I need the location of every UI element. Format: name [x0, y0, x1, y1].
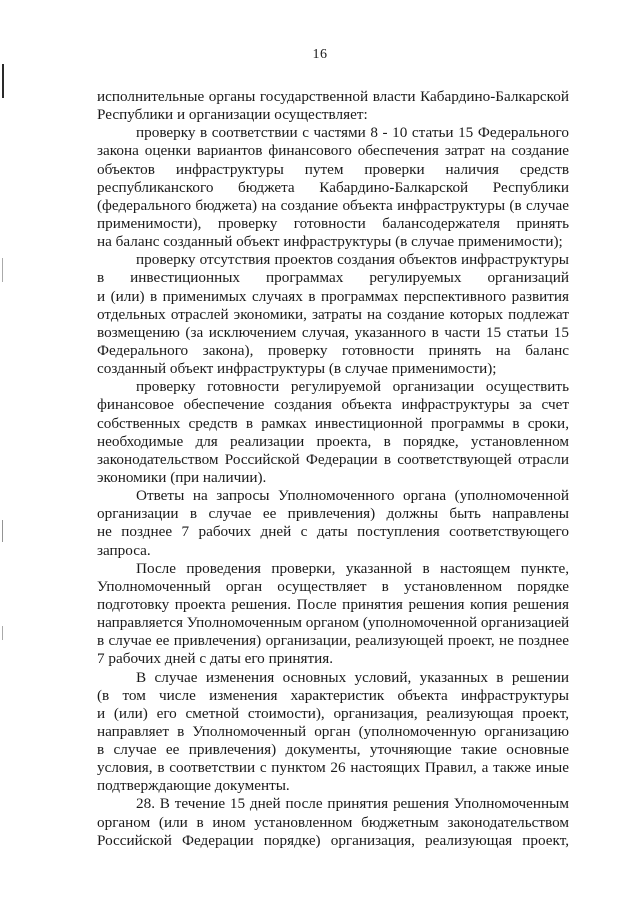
text-line: 28. В течение 15 дней после принятия решения Уполномоченным	[136, 795, 569, 813]
text-line: организации в случае ее привлечения) должны быть направлены	[97, 505, 569, 523]
text-line: условия, в соответствии с пунктом 26 настоящих Правил, а также иные	[97, 759, 569, 777]
text-line: не позднее 7 рабочих дней с даты поступления соответствующего	[97, 523, 569, 541]
text-line: подтверждающие документы.	[97, 777, 290, 795]
text-line: на баланс созданный объект инфраструктуры (в случае применимости);	[97, 233, 563, 251]
text-line: (в том числе изменения характеристик объекта инфраструктуры	[97, 686, 569, 704]
text-line: собственных средств в рамках инвестиционной программы в сроки,	[97, 414, 569, 432]
text-line: Республики и организации осуществляет:	[97, 106, 368, 124]
scan-mark	[2, 626, 3, 640]
text-line: в инвестиционных программах регулируемых организаций	[97, 269, 569, 287]
text-line: применимости), проверку готовности балансодержателя принять	[97, 214, 569, 232]
text-line: направляет в Уполномоченный орган (уполномоченную организацию	[97, 722, 569, 740]
scan-mark	[2, 520, 3, 542]
text-line: необходимые для реализации проекта, в порядке, установленном	[97, 432, 569, 450]
text-line: 7 рабочих дней с даты его принятия.	[97, 650, 334, 668]
text-line: Уполномоченный орган осуществляет в установленном порядке	[97, 577, 569, 595]
text-line: и (или) его сметной стоимости), организация, реализующая проект,	[97, 704, 569, 722]
text-line: законодательством Российской Федерации в соответствующей отрасли	[97, 450, 569, 468]
text-line: Федерального закона), проверку готовности принять на баланс	[97, 341, 569, 359]
text-line: органом (или в ином установленном бюджетным законодательством	[97, 813, 569, 831]
text-line: возмещению (за исключением случая, указанного в части 15 статьи 15	[97, 323, 569, 341]
text-line: запроса.	[97, 541, 151, 559]
text-line: отдельных отраслей экономики, затраты на создание которых подлежат	[97, 305, 569, 323]
text-line: исполнительные органы государственной власти Кабардино-Балкарской	[97, 88, 569, 105]
text-line: в случае ее привлечения) организации, реализующей проект, не позднее	[97, 632, 569, 650]
text-line: закона оценки вариантов финансового обеспечения затрат на создание	[97, 142, 569, 160]
text-line: проверку готовности регулируемой организации осуществить	[136, 378, 569, 396]
text-line: подготовку проекта решения. После принятия решения копия решения	[97, 595, 569, 613]
text-line: проверку в соответствии с частями 8 - 10 статьи 15 Федерального	[136, 124, 569, 142]
text-line: В случае изменения основных условий, указанных в решении	[136, 668, 569, 686]
text-line: (федерального бюджета) на создание объекта инфраструктуры (в случае	[97, 196, 569, 214]
scan-mark	[2, 258, 3, 282]
text-line: республиканского бюджета Кабардино-Балкарской Республики	[97, 178, 569, 196]
body-text	[97, 88, 569, 850]
text-line: Российской Федерации порядке) организация, реализующая проект,	[97, 831, 569, 849]
text-line: финансовое обеспечение создания объекта инфраструктуры за счет	[97, 396, 569, 414]
text-line: объектов инфраструктуры путем проверки наличия средств	[97, 160, 569, 178]
text-line: После проведения проверки, указанной в настоящем пункте,	[136, 559, 569, 577]
text-line: экономики (при наличии).	[97, 468, 267, 486]
scan-mark	[2, 64, 4, 98]
page-number: 16	[312, 47, 328, 62]
text-line: проверку отсутствия проектов создания объектов инфраструктуры	[136, 251, 569, 269]
text-line: и (или) в применимых случаях в программах перспективного развития	[97, 287, 569, 305]
text-line: в случае ее привлечения) документы, уточняющие такие основные	[97, 741, 569, 759]
text-line: Ответы на запросы Уполномоченного органа (уполномоченной	[136, 487, 569, 505]
text-line: направляется Уполномоченным органом (уполномоченной организацией	[97, 614, 570, 632]
text-line: созданный объект инфраструктуры (в случае применимости);	[97, 360, 497, 378]
